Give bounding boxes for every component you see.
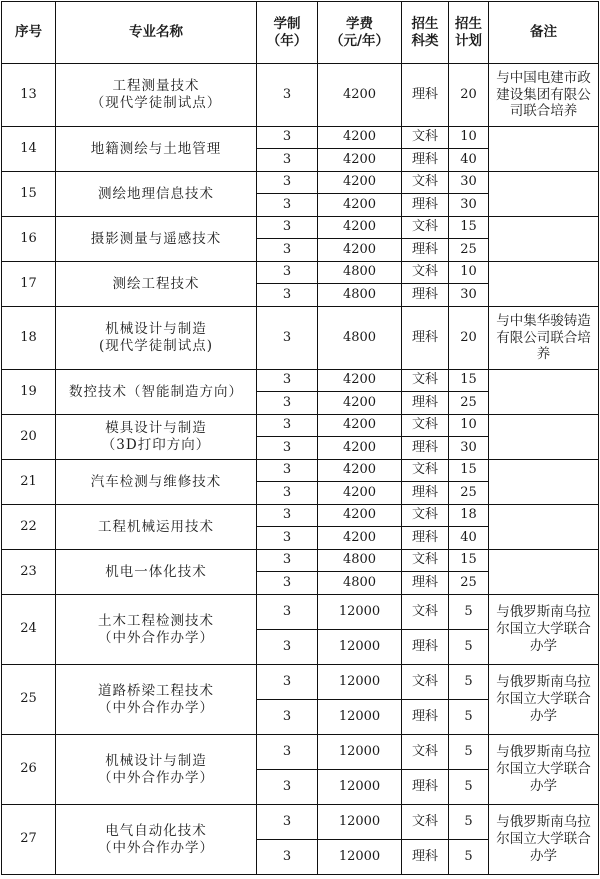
row-major-name (56, 595, 257, 665)
table-row (2, 415, 599, 437)
row-major-name (56, 172, 257, 217)
row-fee: 12000 (318, 700, 402, 735)
major-name-line: (现代学徒制试点) (98, 338, 214, 354)
row-plan: 10 (449, 262, 489, 284)
row-fee: 4800 (318, 284, 402, 307)
row-category: 文科 (402, 370, 449, 392)
row-index: 16 (2, 217, 56, 262)
major-name-line: 测绘工程技术 (112, 275, 200, 292)
row-years: 3 (257, 630, 318, 665)
row-category: 理科 (402, 527, 449, 550)
row-fee: 4200 (318, 217, 402, 239)
row-category: 文科 (402, 172, 449, 194)
row-major-name (56, 735, 257, 805)
row-years: 3 (257, 437, 318, 460)
row-years: 3 (257, 482, 318, 505)
row-plan: 30 (449, 437, 489, 460)
row-plan: 15 (449, 460, 489, 482)
major-name-line: 测绘地理信息技术 (98, 185, 214, 202)
header-major: 专业名称 (56, 2, 257, 64)
row-index: 19 (2, 370, 56, 415)
row-fee: 4200 (318, 527, 402, 550)
enrollment-table (1, 1, 599, 875)
row-years: 3 (257, 527, 318, 550)
row-plan: 15 (449, 217, 489, 239)
row-fee: 12000 (318, 840, 402, 875)
major-name-line: 数控技术（智能制造方向） (69, 383, 243, 400)
major-name-line: 汽车检测与维修技术 (90, 473, 222, 490)
row-index: 21 (2, 460, 56, 505)
row-category: 文科 (402, 595, 449, 630)
major-name-line: （中外合作办学） (98, 769, 214, 786)
table-row (2, 307, 599, 370)
row-plan: 20 (449, 64, 489, 127)
row-category: 文科 (402, 805, 449, 840)
major-name-line: 工程测量技术 (112, 78, 200, 95)
row-major-name (56, 370, 257, 415)
row-years: 3 (257, 172, 318, 194)
major-name-line: （中外合作办学） (98, 699, 214, 716)
row-years: 3 (257, 572, 318, 595)
row-category: 文科 (402, 665, 449, 700)
table-row (2, 665, 599, 700)
table-row (2, 64, 599, 127)
row-fee: 4200 (318, 460, 402, 482)
major-name-line: （现代学徒制试点） (90, 95, 222, 111)
row-category: 文科 (402, 262, 449, 284)
row-years: 3 (257, 700, 318, 735)
row-years: 3 (257, 127, 318, 149)
row-fee: 4800 (318, 262, 402, 284)
major-name-line: （中外合作办学） (98, 839, 214, 856)
row-fee: 4200 (318, 194, 402, 217)
row-years: 3 (257, 805, 318, 840)
row-fee: 12000 (318, 665, 402, 700)
row-note (489, 370, 599, 415)
row-category: 理科 (402, 392, 449, 415)
row-plan: 40 (449, 527, 489, 550)
row-index: 25 (2, 665, 56, 735)
header-category-line: 招生 (411, 15, 439, 32)
header-category (402, 2, 449, 64)
row-plan: 10 (449, 415, 489, 437)
row-fee: 4800 (318, 550, 402, 572)
major-name-line: （中外合作办学） (98, 629, 214, 646)
row-plan: 15 (449, 550, 489, 572)
row-category: 理科 (402, 194, 449, 217)
row-plan: 5 (449, 700, 489, 735)
row-plan: 5 (449, 735, 489, 770)
row-category: 理科 (402, 239, 449, 262)
row-fee: 4200 (318, 239, 402, 262)
row-years: 3 (257, 840, 318, 875)
row-plan: 25 (449, 392, 489, 415)
header-fee-line: （元/年） (330, 32, 389, 49)
row-plan: 5 (449, 630, 489, 665)
row-major-name (56, 460, 257, 505)
row-plan: 5 (449, 665, 489, 700)
row-category: 理科 (402, 700, 449, 735)
row-major-name (56, 307, 257, 370)
row-plan: 40 (449, 149, 489, 172)
row-category: 理科 (402, 572, 449, 595)
row-category: 理科 (402, 630, 449, 665)
row-index: 26 (2, 735, 56, 805)
row-category: 文科 (402, 217, 449, 239)
row-fee: 4800 (318, 572, 402, 595)
row-index: 22 (2, 505, 56, 550)
row-fee: 4800 (318, 307, 402, 370)
table-row (2, 172, 599, 194)
row-category: 理科 (402, 64, 449, 127)
row-index: 18 (2, 307, 56, 370)
row-note (489, 127, 599, 172)
table-row (2, 505, 599, 527)
row-plan: 5 (449, 770, 489, 805)
row-fee: 4200 (318, 64, 402, 127)
row-years: 3 (257, 550, 318, 572)
row-category: 理科 (402, 770, 449, 805)
major-name-line: 地籍测绘与土地管理 (90, 140, 222, 157)
row-years: 3 (257, 595, 318, 630)
row-category: 理科 (402, 149, 449, 172)
row-category: 理科 (402, 840, 449, 875)
row-plan: 5 (449, 805, 489, 840)
row-category: 理科 (402, 307, 449, 370)
row-index: 13 (2, 64, 56, 127)
row-note: 与俄罗斯南乌拉尔国立大学联合办学 (489, 735, 599, 805)
table-row (2, 595, 599, 630)
major-name-line: 道路桥梁工程技术 (98, 682, 214, 699)
header-plan-line: 招生 (455, 15, 482, 32)
table-row (2, 127, 599, 149)
row-index: 15 (2, 172, 56, 217)
row-plan: 15 (449, 370, 489, 392)
row-note: 与俄罗斯南乌拉尔国立大学联合办学 (489, 595, 599, 665)
row-years: 3 (257, 735, 318, 770)
row-years: 3 (257, 770, 318, 805)
major-name-line: 机电一体化技术 (105, 563, 207, 580)
major-name-line: 机械设计与制造 (105, 752, 207, 769)
header-years (257, 2, 318, 64)
header-fee-line: 学费 (346, 15, 373, 32)
row-fee: 4200 (318, 482, 402, 505)
row-index: 24 (2, 595, 56, 665)
row-category: 文科 (402, 550, 449, 572)
table-row (2, 460, 599, 482)
row-category: 文科 (402, 505, 449, 527)
row-fee: 4200 (318, 437, 402, 460)
header-plan (449, 2, 489, 64)
table-row (2, 370, 599, 392)
header-row (2, 2, 599, 64)
row-major-name (56, 64, 257, 127)
row-years: 3 (257, 262, 318, 284)
row-years: 3 (257, 284, 318, 307)
row-note (489, 172, 599, 217)
row-years: 3 (257, 505, 318, 527)
row-category: 文科 (402, 735, 449, 770)
row-years: 3 (257, 149, 318, 172)
row-years: 3 (257, 415, 318, 437)
row-fee: 12000 (318, 770, 402, 805)
header-years-line: 学制 (273, 15, 301, 32)
major-name-line: （3D打印方向） (101, 437, 211, 453)
row-note (489, 505, 599, 550)
row-category: 文科 (402, 415, 449, 437)
row-major-name (56, 217, 257, 262)
row-category: 理科 (402, 437, 449, 460)
major-name-line: 机械设计与制造 (105, 321, 207, 338)
row-fee: 12000 (318, 595, 402, 630)
header-years-line: （年） (266, 32, 308, 49)
major-name-line: 工程机械运用技术 (98, 518, 214, 535)
row-plan: 25 (449, 482, 489, 505)
row-major-name (56, 665, 257, 735)
row-fee: 4200 (318, 149, 402, 172)
major-name-line: 模具设计与制造 (105, 420, 207, 437)
row-major-name (56, 550, 257, 595)
row-plan: 30 (449, 284, 489, 307)
table-row (2, 262, 599, 284)
row-years: 3 (257, 239, 318, 262)
header-category-line: 科类 (411, 32, 439, 49)
row-fee: 4200 (318, 370, 402, 392)
row-index: 27 (2, 805, 56, 875)
row-note (489, 217, 599, 262)
row-fee: 12000 (318, 735, 402, 770)
row-plan: 30 (449, 172, 489, 194)
row-note (489, 550, 599, 595)
row-plan: 5 (449, 840, 489, 875)
row-plan: 10 (449, 127, 489, 149)
row-plan: 25 (449, 572, 489, 595)
row-category: 理科 (402, 482, 449, 505)
row-category: 文科 (402, 460, 449, 482)
row-category: 理科 (402, 284, 449, 307)
header-note: 备注 (489, 2, 599, 64)
row-fee: 4200 (318, 415, 402, 437)
row-years: 3 (257, 665, 318, 700)
row-major-name (56, 262, 257, 307)
row-major-name (56, 505, 257, 550)
row-plan: 25 (449, 239, 489, 262)
row-fee: 4200 (318, 127, 402, 149)
row-years: 3 (257, 64, 318, 127)
row-fee: 4200 (318, 505, 402, 527)
row-fee: 12000 (318, 630, 402, 665)
row-note: 与中国电建市政建设集团有限公司联合培养 (489, 64, 599, 127)
row-years: 3 (257, 370, 318, 392)
row-note: 与俄罗斯南乌拉尔国立大学联合办学 (489, 665, 599, 735)
row-note (489, 460, 599, 505)
row-major-name (56, 805, 257, 875)
row-fee: 4200 (318, 172, 402, 194)
row-years: 3 (257, 194, 318, 217)
row-note (489, 415, 599, 460)
row-major-name (56, 415, 257, 460)
row-index: 14 (2, 127, 56, 172)
row-plan: 20 (449, 307, 489, 370)
row-index: 20 (2, 415, 56, 460)
row-index: 17 (2, 262, 56, 307)
row-note (489, 262, 599, 307)
table-row (2, 805, 599, 840)
row-years: 3 (257, 392, 318, 415)
header-plan-line: 计划 (455, 32, 482, 49)
row-index: 23 (2, 550, 56, 595)
row-fee: 12000 (318, 805, 402, 840)
header-index: 序号 (2, 2, 56, 64)
row-fee: 4200 (318, 392, 402, 415)
row-plan: 5 (449, 595, 489, 630)
row-note: 与中集华骏铸造有限公司联合培养 (489, 307, 599, 370)
major-name-line: 土木工程检测技术 (98, 612, 214, 629)
row-years: 3 (257, 217, 318, 239)
row-years: 3 (257, 460, 318, 482)
row-years: 3 (257, 307, 318, 370)
row-plan: 30 (449, 194, 489, 217)
table-row (2, 217, 599, 239)
header-fee (318, 2, 402, 64)
row-major-name (56, 127, 257, 172)
major-name-line: 摄影测量与遥感技术 (90, 230, 222, 247)
table-row (2, 735, 599, 770)
major-name-line: 电气自动化技术 (105, 822, 207, 839)
table-row (2, 550, 599, 572)
row-plan: 18 (449, 505, 489, 527)
row-note: 与俄罗斯南乌拉尔国立大学联合办学 (489, 805, 599, 875)
row-category: 文科 (402, 127, 449, 149)
